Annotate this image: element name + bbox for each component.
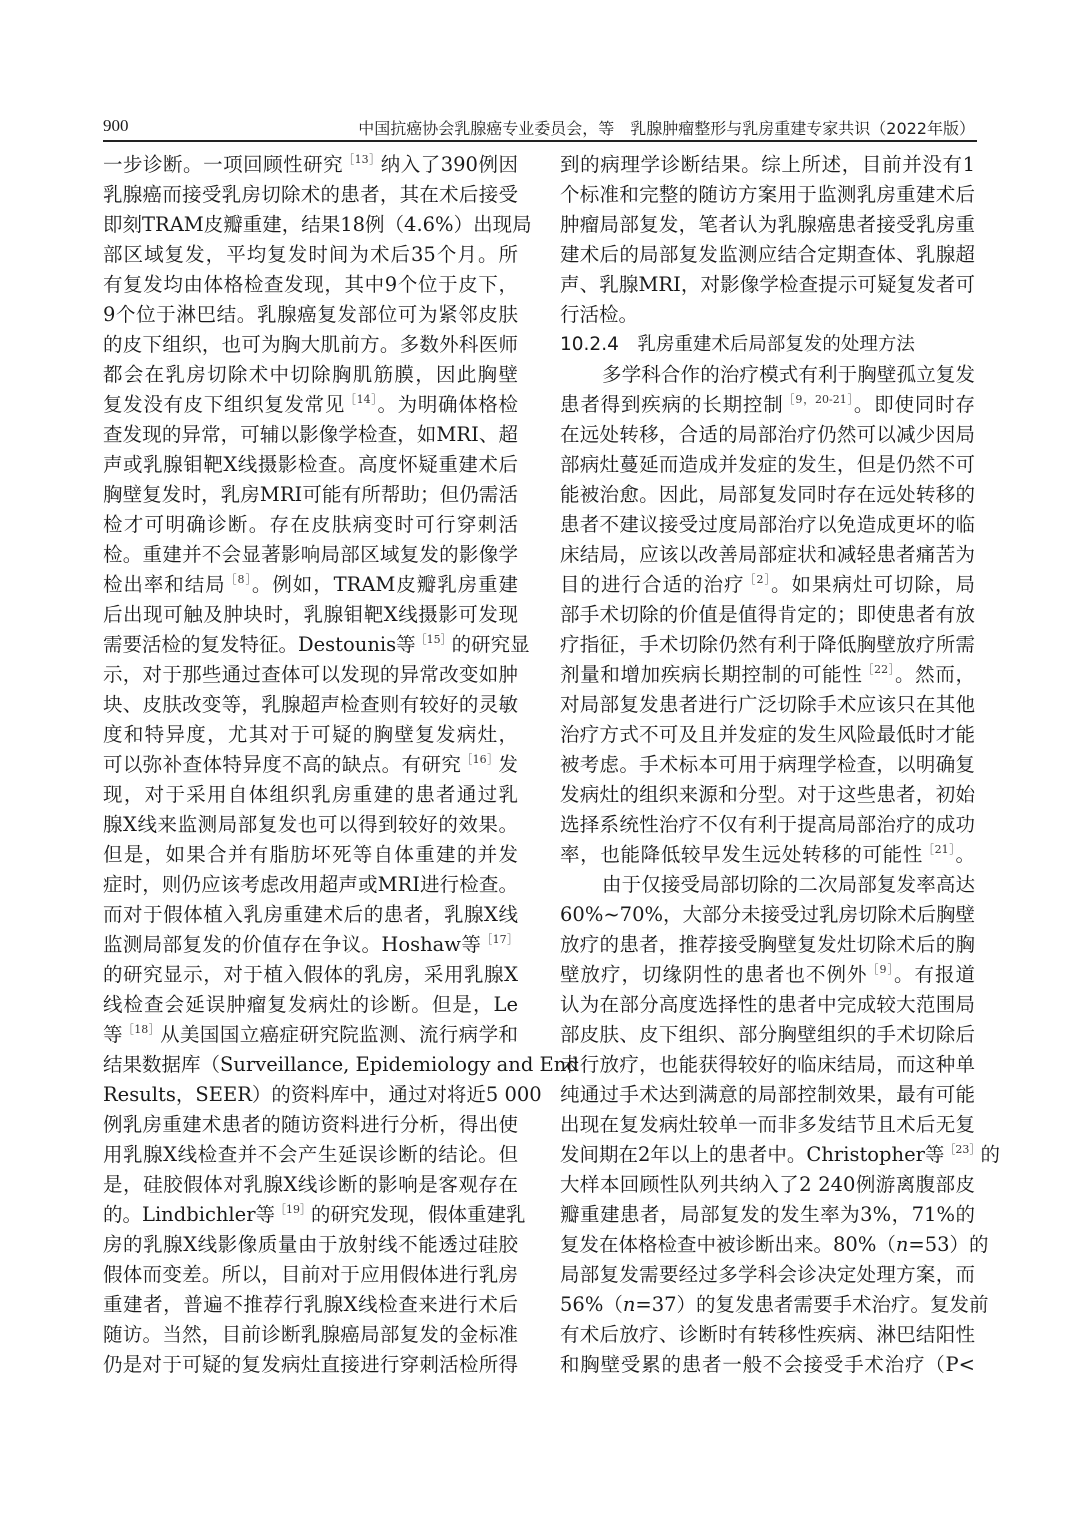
text-line: 剂量和增加疾病长期控制的可能性$^{[22]}$。然而， — [560, 663, 975, 686]
text-line: 例乳房重建术患者的随访资料进行分析，得出使 — [103, 1113, 518, 1136]
text-line: 但是，如果合并有脂肪坏死等自体重建的并发 — [103, 843, 518, 866]
text-line: 度和特异度，尤其对于可疑的胸壁复发病灶， — [103, 723, 518, 746]
text-line: 9个位于淋巴结。乳腺癌复发部位可为紧邻皮肤 — [103, 303, 518, 326]
text-line: 建术后的局部复发监测应结合定期查体、乳腺超 — [560, 243, 975, 266]
text-line: 认为在部分高度选择性的患者中完成较大范围局 — [560, 993, 975, 1016]
citation[interactable]: ［14］ — [344, 393, 378, 406]
text-line: 用乳腺X线检查并不会产生延误诊断的结论。但 — [103, 1143, 518, 1166]
text-line: 腺X线来监测局部复发也可以得到较好的效果。 — [103, 813, 518, 836]
text-line: 疗指征，手术切除仍然有利于降低胸壁放疗所需 — [560, 633, 975, 656]
citation[interactable]: ［8］ — [225, 573, 252, 586]
text-line: 部皮肤、皮下组织、部分胸壁组织的手术切除后 — [560, 1023, 975, 1046]
text-line: 症时，则仍应该考虑改用超声或MRI进行检查。 — [103, 873, 518, 896]
text-line: Results，SEER）的资料库中，通过对将近5 000 — [103, 1083, 542, 1106]
text-line: 等$^{[18]}$从美国国立癌症研究院监测、流行病学和 — [103, 1023, 518, 1046]
text-line: 选择系统性治疗不仅有利于提高局部治疗的成功 — [560, 813, 975, 836]
right-column — [560, 150, 1000, 1380]
citation[interactable]: ［19］ — [275, 1203, 312, 1216]
text-line: 一步诊断。一项回顾性研究$^{[13]}$纳入了390例因 — [103, 153, 518, 176]
text-line: 大样本回顾性队列共纳入了2 240例游离腹部皮 — [560, 1173, 975, 1196]
citation[interactable]: ［18］ — [122, 1023, 161, 1036]
running-title: 中国抗癌协会乳腺癌专业委员会，等 乳腺肿瘤整形与乳房重建专家共识（2022年版） — [358, 119, 975, 138]
text-line: 患者得到疾病的长期控制$^{[9,20-21]}$。即使同时存 — [560, 393, 975, 416]
text-line: 乳腺癌而接受乳房切除术的患者，其在术后接受 — [103, 183, 518, 206]
text-line: 复发在体格检查中被诊断出来。80%（n=53）的 — [560, 1233, 989, 1256]
text-line: 的。Lindbichler等$^{[19]}$的研究发现，假体重建乳 — [103, 1203, 526, 1226]
text-line: 部病灶蔓延而造成并发症的发生，但是仍然不可 — [560, 453, 975, 476]
text-line: 部区域复发，平均复发时间为术后35个月。所 — [103, 243, 518, 266]
citation[interactable]: ［9］ — [867, 963, 894, 976]
text-line: 率，也能降低较早发生远处转移的可能性$^{[21]}$。 — [560, 843, 975, 866]
text-line: 部手术切除的价值是值得肯定的；即使患者有放 — [560, 603, 975, 626]
text-line: 假体而变差。所以，目前对于应用假体进行乳房 — [103, 1263, 518, 1286]
citation[interactable]: ［23］ — [944, 1143, 981, 1156]
text-line: 查发现的异常，可辅以影像学检查，如MRI、超 — [103, 423, 518, 446]
text-line: 的研究显示，对于植入假体的乳房，采用乳腺X — [103, 963, 518, 986]
text-line: 都会在乳房切除术中切除胸肌筋膜，因此胸壁 — [103, 363, 518, 386]
text-line: 被考虑。手术标本可用于病理学检查，以明确复 — [560, 753, 975, 776]
text-line: 是，硅胶假体对乳腺X线诊断的影响是客观存在 — [103, 1173, 518, 1196]
text-line: 肿瘤局部复发，笔者认为乳腺癌患者接受乳房重 — [560, 213, 975, 236]
citation[interactable]: ［13］ — [343, 153, 381, 166]
text-line: 未行放疗，也能获得较好的临床结局，而这种单 — [560, 1053, 975, 1076]
header-rule — [103, 140, 977, 142]
text-line: 检。重建并不会显著影响局部区域复发的影像学 — [103, 543, 518, 566]
text-line: 多学科合作的治疗模式有利于胸壁孤立复发 — [602, 363, 975, 386]
text-line: 检才可明确诊断。存在皮肤病变时可行穿刺活 — [103, 513, 518, 536]
text-line: 行活检。 — [560, 303, 639, 326]
citation[interactable]: ［22］ — [862, 663, 895, 676]
text-line: 由于仅接受局部切除的二次局部复发率高达 — [602, 873, 975, 896]
text-line: 有复发均由体格检查发现，其中9个位于皮下， — [103, 273, 518, 296]
left-column — [103, 150, 579, 1380]
citation[interactable]: ［2］ — [744, 573, 771, 586]
text-line: 发间期在2年以上的患者中。Christopher等$^{[23]}$的 — [560, 1143, 1000, 1166]
page-number: 900 — [103, 116, 129, 135]
text-line: 放疗的患者，推荐接受胸壁复发灶切除术后的胸 — [560, 933, 975, 956]
text-line: 检出率和结局$^{[8]}$。例如，TRAM皮瓣乳房重建 — [103, 573, 518, 596]
text-line: 后出现可触及肿块时，乳腺钼靶X线摄影可发现 — [103, 603, 518, 626]
citation[interactable]: ［21］ — [922, 843, 956, 856]
text-line: 监测局部复发的价值存在争议。Hoshaw等$^{[17]}$ — [103, 933, 518, 956]
text-line: 需要活检的复发特征。Destounis等$^{[15]}$的研究显 — [103, 633, 530, 656]
citation[interactable]: ［9，20-21］ — [783, 393, 854, 406]
text-line: 示，对于那些通过查体可以发现的异常改变如肿 — [103, 663, 518, 686]
text-line: 瓣重建患者，局部复发的发生率为3%，71%的 — [560, 1203, 975, 1226]
text-line: 的皮下组织，也可为胸大肌前方。多数外科医师 — [103, 333, 518, 356]
text-line: 复发没有皮下组织复发常见$^{[14]}$。为明确体格检 — [103, 393, 518, 416]
text-line: 随访。当然，目前诊断乳腺癌局部复发的金标准 — [103, 1323, 518, 1346]
text-line: 对局部复发患者进行广泛切除手术应该只在其他 — [560, 693, 975, 716]
text-line: 局部复发需要经过多学科会诊决定处理方案，而 — [560, 1263, 975, 1286]
citation[interactable]: ［15］ — [415, 633, 452, 646]
text-line: 和胸壁受累的患者一般不会接受手术治疗（P< — [560, 1353, 975, 1376]
text-line: 结果数据库（Surveillance, Epidemiology and End — [103, 1053, 579, 1076]
text-line: 声、乳腺MRI，对影像学检查提示可疑复发者可 — [560, 273, 975, 296]
text-line: 治疗方式不可及且并发症的发生风险最低时才能 — [560, 723, 975, 746]
text-line: 块、皮肤改变等，乳腺超声检查则有较好的灵敏 — [103, 693, 518, 716]
text-line: 患者不建议接受过度局部治疗以免造成更坏的临 — [560, 513, 975, 536]
text-line: 声或乳腺钼靶X线摄影检查。高度怀疑重建术后 — [103, 453, 518, 476]
text-line: 出现在复发病灶较单一而非多发结节且术后无复 — [560, 1113, 975, 1136]
text-line: 壁放疗，切缘阴性的患者也不例外$^{[9]}$。有报道 — [560, 963, 975, 986]
text-line: 60%~70%，大部分未接受过乳房切除术后胸壁 — [560, 903, 976, 926]
text-line: 即刻TRAM皮瓣重建，结果18例（4.6%）出现局 — [103, 213, 532, 236]
section-heading: 10.2.4 乳房重建术后局部复发的处理方法 — [560, 334, 915, 355]
text-line: 纯通过手术达到满意的局部控制效果，最有可能 — [560, 1083, 975, 1106]
text-line: 可以弥补查体特异度不高的缺点。有研究$^{[16]}$发 — [103, 753, 518, 776]
text-line: 目的进行合适的治疗$^{[2]}$。如果病灶可切除，局 — [560, 573, 975, 596]
text-line: 房的乳腺X线影像质量由于放射线不能透过硅胶 — [103, 1233, 518, 1256]
text-line: 56%（n=37）的复发患者需要手术治疗。复发前 — [560, 1293, 989, 1316]
text-line: 在远处转移，合适的局部治疗仍然可以减少因局 — [560, 423, 975, 446]
text-line: 床结局，应该以改善局部症状和减轻患者痛苦为 — [560, 543, 975, 566]
text-line: 发病灶的组织来源和分型。对于这些患者，初始 — [560, 783, 975, 806]
text-line: 而对于假体植入乳房重建术后的患者，乳腺X线 — [103, 903, 518, 926]
text-line: 现，对于采用自体组织乳房重建的患者通过乳 — [103, 783, 518, 806]
text-line: 到的病理学诊断结果。综上所述，目前并没有1 — [560, 153, 975, 176]
citation[interactable]: ［16］ — [461, 753, 499, 766]
text-line: 胸壁复发时，乳房MRI可能有所帮助；但仍需活 — [103, 483, 518, 506]
text-line: 重建者，普遍不推荐行乳腺X线检查来进行术后 — [103, 1293, 518, 1316]
text-line: 仍是对于可疑的复发病灶直接进行穿刺活检所得 — [103, 1353, 518, 1376]
text-line: 个标准和完整的随访方案用于监测乳房重建术后 — [560, 183, 975, 206]
citation[interactable]: ［17］ — [481, 933, 518, 946]
text-line: 有术后放疗、诊断时有转移性疾病、淋巴结阳性 — [560, 1323, 975, 1346]
text-line: 线检查会延误肿瘤复发病灶的诊断。但是，Le — [103, 993, 518, 1016]
text-line: 能被治愈。因此，局部复发同时存在远处转移的 — [560, 483, 975, 506]
